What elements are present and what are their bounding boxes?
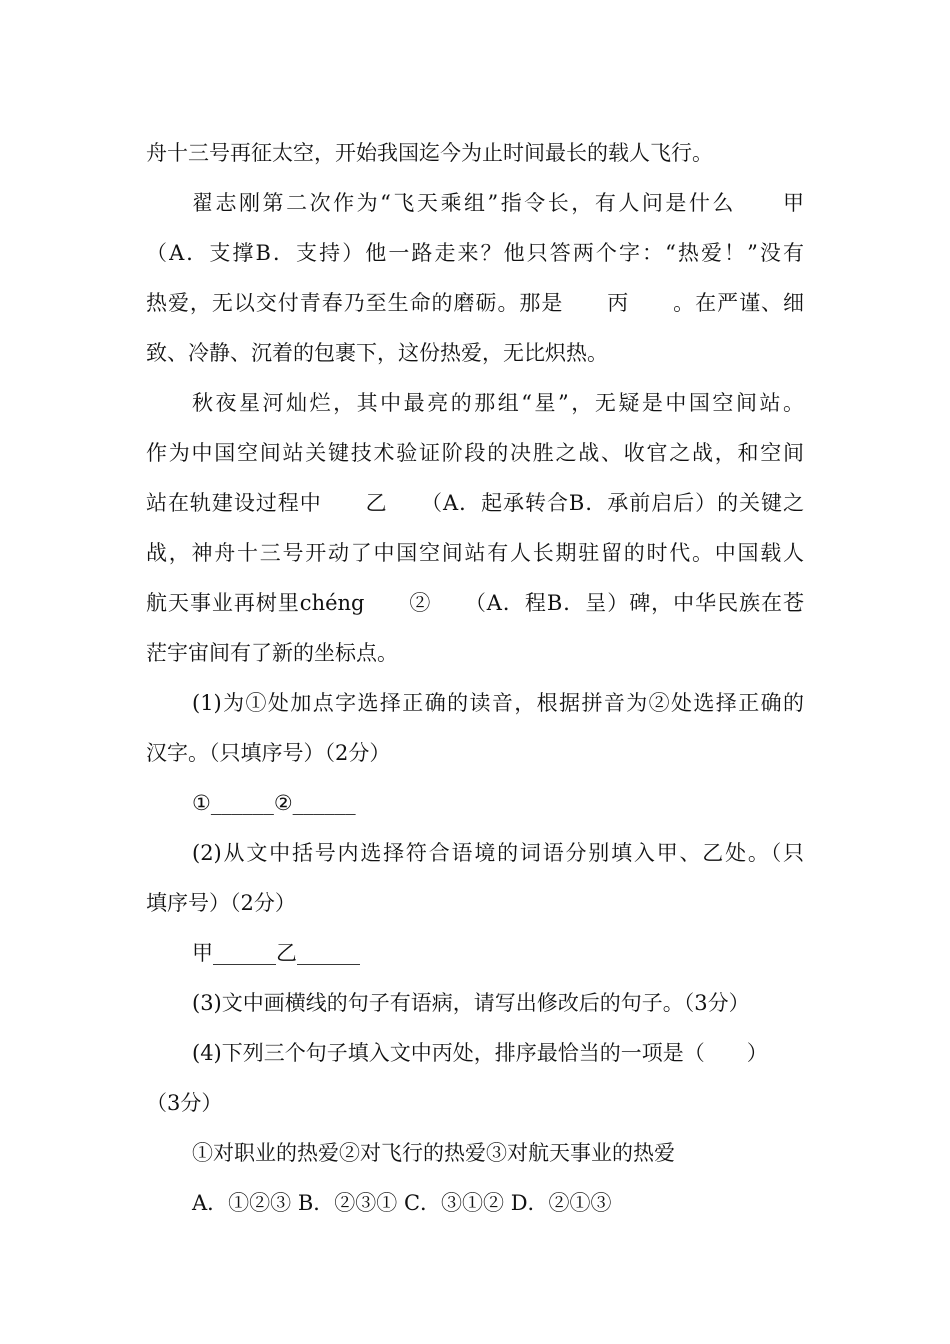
paragraph-line: 热爱，无以交付青春乃至生命的磨砺。那是 丙 。在严谨、细 — [146, 291, 804, 315]
paragraph-line: 秋夜星河灿烂，其中最亮的那组“星”，无疑是中国空间站。 — [192, 391, 804, 415]
question-1-text: (1)为①处加点字选择正确的读音，根据拼音为②处选择正确的 — [192, 691, 804, 715]
paragraph-line: 舟十三号再征太空，开始我国迄今为止时间最长的载人飞行。 — [146, 141, 713, 165]
paragraph-line: 茫宇宙间有了新的坐标点。 — [146, 641, 398, 665]
question-1-answer-blank: ①______②______ — [192, 791, 356, 815]
paragraph-line: 战，神舟十三号开动了中国空间站有人长期驻留的时代。中国载人 — [146, 541, 804, 565]
question-4-items: ①对职业的热爱②对飞行的热爱③对航天事业的热爱 — [192, 1141, 675, 1165]
paragraph-line: 致、冷静、沉着的包裹下，这份热爱，无比炽热。 — [146, 341, 608, 365]
paragraph-line: （A．支撑B．支持）他一路走来？他只答两个字：“热爱！”没有 — [146, 241, 804, 265]
paragraph-line: 航天事业再树里chéng ② （A．程B．呈）碑，中华民族在苍 — [146, 591, 804, 615]
question-2-answer-blank: 甲______乙______ — [192, 941, 360, 965]
question-2-text: 填序号）（2分） — [146, 891, 296, 915]
question-4-options: A．①②③ B．②③① C．③①② D．②①③ — [192, 1191, 612, 1215]
question-4-text: (4)下列三个句子填入文中丙处，排序最恰当的一项是（ ） — [192, 1041, 768, 1065]
paragraph-line: 作为中国空间站关键技术验证阶段的决胜之战、收官之战，和空间 — [146, 441, 804, 465]
question-4-score: （3分） — [146, 1091, 223, 1115]
question-1-text: 汉字。（只填序号）（2分） — [146, 741, 391, 765]
paragraph-line: 站在轨建设过程中 乙 （A．起承转合B．承前启后）的关键之 — [146, 491, 804, 515]
question-3-text: (3)文中画横线的句子有语病，请写出修改后的句子。（3分） — [192, 991, 750, 1015]
question-2-text: (2)从文中括号内选择符合语境的词语分别填入甲、乙处。（只 — [192, 841, 804, 865]
paragraph-line: 翟志刚第二次作为“飞天乘组”指令长，有人问是什么 甲 — [192, 191, 804, 215]
